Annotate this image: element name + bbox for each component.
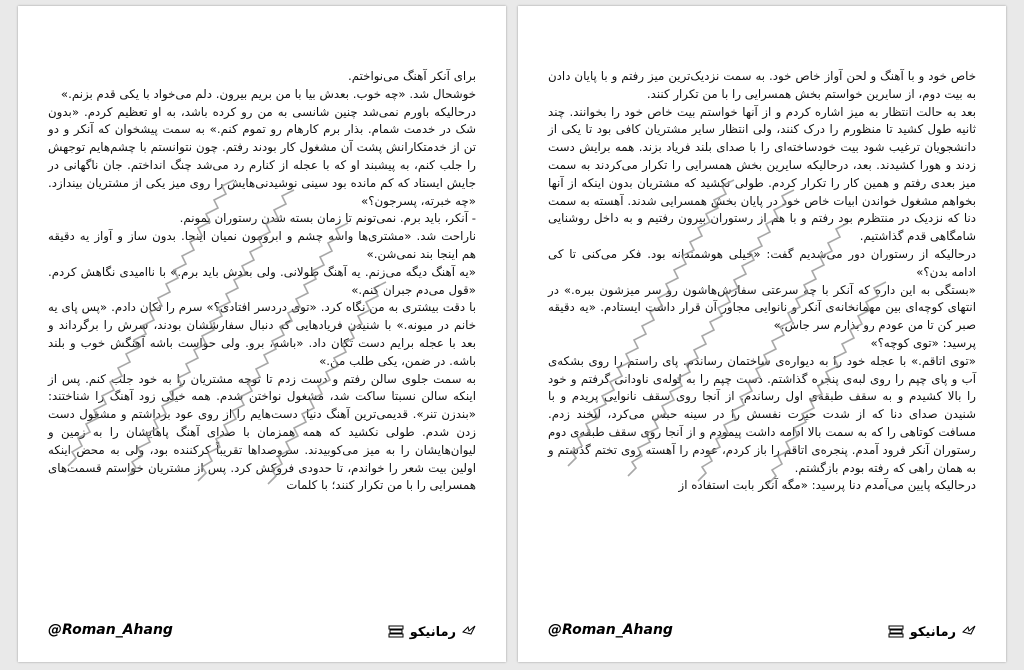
paragraph: بعد به حالت انتظار به میز اشاره کردم و از آنها خواستم بیت خاص خود را بخوانند. چند ثانیه طول کشید تا منظورم را درک کنند، ولی انتظار سایر مشتریان کافی بود تا یکی از دانشجویان ترغیب شود بیت خودساخته‌ای را با صدای بلند فریاد بزند. همه برایش دست زدند و هورا کشیدند. بعد، درحالیکه سایرین بخش همسرایی را تکرار می‌کردند به سمت میز بعدی رفتم و همین کار را تکرار کردم. طولی نکشید که مشتریان بدون اینکه از آنها بخواهم مشغول خواندن ابیات خاص خود در پایان بخش همسرایی شدند. آهسته به سمت دنا که نزدیک در منتظرم بود رفتم و با هم از رستوران بیرون رفتیم و به داخل روشنایی شامگاهی قدم گذاشتیم. [548, 104, 976, 244]
book-page-left [18, 6, 506, 662]
book-stack-icon [888, 623, 904, 642]
channel-handle: @Roman_Ahang [48, 622, 173, 638]
page-footer [548, 620, 976, 644]
paragraph: «بستگی به این داره که آنکر با چه سرعتی سفارش‌هاشون رو سر میزشون ببره.» در انتهای کوچه‌ای بین مهمانخانه‌ی آنکر و نانوایی مجاور آن قرار داشت ایستادم. «یه دقیقه صبر کن تا من عودم رو بذارم سر جاش.» [548, 282, 976, 333]
paragraph: «توی اتاقم.» با عجله خود را به دیواره‌ی ساختمان رساندم. پای راستم را روی بشکه‌ی آب و پای چپم را روی لبه‌ی پنجره گذاشتم. دست چپم را به لوله‌ی ناودانی گرفتم و خود را بالا کشیدم و به سقف طبقه‌ی اول رساندم. از آنجا روی سقف نانوایی پریدم و با شنیدن صدای دنا که از شدت حیرت نفسش را در سینه حبس می‌کرد، لبخند زدم. مسافت کوتاهی را که به سمت بالا ادامه داشت پیمودم و از آنجا روی سقف طبقه‌ی دوم رستوران آنکر فرود آمدم. پنجره‌ی اتاقم را باز کردم، عودم را آهسته روی تختم گذشتم و به همان راهی که رفته بودم بازگشتم. [548, 353, 976, 475]
book-page-right [518, 6, 1006, 662]
page-footer [48, 620, 476, 644]
paragraph: - آنکر، باید برم. نمی‌تونم تا زمان بسته شدن رستوران بمونم. [179, 211, 476, 226]
paragraph: پرسید: «توی کوچه؟» [870, 335, 976, 350]
paragraph: درحالیکه پایین می‌آمدم دنا پرسید: «مگه آنکر بابت استفاده از [678, 478, 976, 493]
bird-icon [962, 623, 976, 642]
page-body-text [48, 68, 476, 495]
paragraph: درحالیکه از رستوران دور می‌شدیم گفت: «خیلی هوشمندانه بود. فکر می‌کنی تا کی ادامه بدن؟» [548, 246, 976, 279]
paragraph: ناراحت شد. «مشتری‌ها واسه چشم و ابرومون نمیان اینجا. بدون ساز و آواز یه دقیقه هم اینجا بند نمی‌شن.» [48, 229, 476, 261]
page-body-text [548, 68, 976, 495]
bird-icon [462, 623, 476, 642]
paragraph: «یه آهنگ دیگه می‌زنم. یه آهنگ طولانی. ولی بعدش باید برم.» با ناامیدی نگاهش کردم. «قول می‌دم جبران کنم.» [48, 264, 476, 297]
brand-name: رمانیکو [409, 624, 456, 640]
brand-logo [888, 620, 976, 644]
paragraph: برای آنکر آهنگ می‌نواختم. [347, 69, 476, 83]
brand-logo [388, 620, 476, 644]
book-stack-icon [388, 623, 404, 642]
brand-name: رمانیکو [909, 624, 956, 640]
paragraph: به سمت جلوی سالن رفتم و دست زدم تا توجه مشتریان را به خود جلب کنم. پس از اینکه سالن نسبتا ساکت شد، مشغول نواختن شدم. همه خیلی زود آهنگ را شناختند: «بندزن تنر». قدیمی‌ترین آهنگ دنیا. دست‌هایم را از روی عود برداشتم و مشغول دست زدن شدم. طولی نکشید که همه همزمان با صدای آهنگ پاهایشان را به زمین و لیوان‌هایشان را به میز می‌کوبیدند. سروصداها تقریباً کرکننده بود، ولی به محض اینکه اولین بیت شعر را خواندم، تا حدودی فروکش کرد. پس از مشتریان خواستم قسمت‌های همسرایی را با من تکرار کنند؛ با کلمات [48, 371, 476, 493]
paragraph: خوشحال شد. «چه خوب. بعدش بیا با من بریم بیرون. دلم می‌خواد با یکی قدم بزنم.» [60, 86, 476, 101]
paragraph: درحالیکه باورم نمی‌شد چنین شانسی به من رو کرده باشد، به او تعظیم کردم. «بدون شک در خدمت شمام. بذار برم کارهام رو تموم کنم.» به سمت پیشخوان که آنکر و دو تن از خدمتکارانش پشت آن مشغول کار بودند رفتم. چون نتوانستم با چشم‌هایم توجهش را جلب کنم، به پیشبند او که با عجله از کنارم رد می‌شد چنگ انداختم. جان ناگهانی در جایش ایستاد که کم مانده بود سینی نوشیدنی‌هایش را روی میز یکی از مشتریان بیندازد. «چه خبرته، پسرجون؟» [48, 104, 476, 208]
paragraph: خاص خود و با آهنگ و لحن آواز خاص خود. به سمت نزدیک‌ترین میز رفتم و با پایان دادن به بیت دوم، از سایرین خواستم بخش همسرایی را با من تکرار کنند. [548, 69, 976, 101]
channel-handle: @Roman_Ahang [548, 622, 673, 638]
paragraph: با دقت بیشتری به من نگاه کرد. «توی دردسر افتادی؟» سرم را تکان دادم. «پس پای یه خانم در میونه.» با شنیدن فریادهایی که دنبال سفارششان بودند، سرش را برگرداند و بعد با عجله برایم دست تکان داد. «باشه، برو. ولی حواست باشه آهنگش خوب و بلند باشه. در ضمن، یکی طلب من.» [48, 300, 476, 368]
